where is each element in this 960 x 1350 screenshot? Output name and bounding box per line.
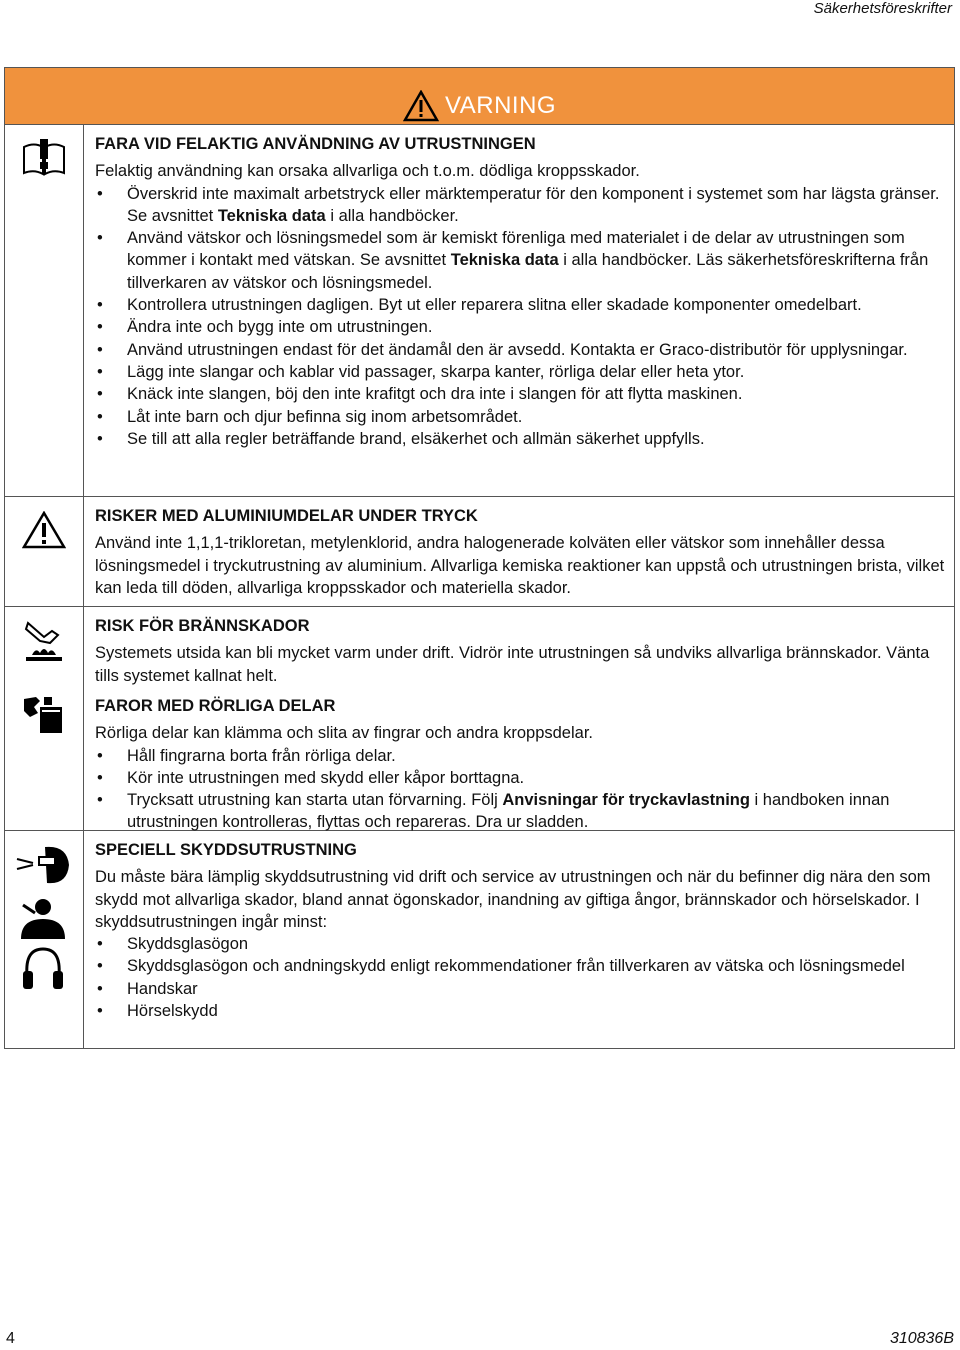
bullet-text: Skyddsglasögon och andningskydd enligt rekommendationer från tillverkaren av vätska och lösningsmedel bbox=[127, 957, 905, 976]
section-misuse bbox=[5, 125, 954, 497]
bullet-bold: Anvisningar för tryckavlastning bbox=[502, 791, 750, 810]
icon-cell bbox=[5, 497, 84, 606]
list-item bbox=[95, 227, 946, 294]
document-id: 310836B bbox=[889, 1330, 954, 1347]
list-item bbox=[95, 294, 946, 316]
bullet-text: Handskar bbox=[127, 979, 198, 998]
list-item bbox=[95, 789, 946, 834]
section-intro: Systemets utsida kan bli mycket varm under drift. Vidrör inte utrustningen så undviks allvarliga brännskador. Vänta tills systemet kallnat helt. bbox=[95, 644, 930, 685]
list-item bbox=[95, 316, 946, 338]
bullet-text: Kontrollera utrustningen dagligen. Byt ut eller reparera slitna eller skadade komponenter omedelbart. bbox=[127, 296, 862, 315]
section-title: FAROR MED RÖRLIGA DELAR bbox=[95, 697, 336, 715]
moving-parts-icon bbox=[22, 691, 66, 735]
bullet-list bbox=[95, 183, 946, 451]
section-title: RISKER MED ALUMINIUMDELAR UNDER TRYCK bbox=[95, 507, 478, 525]
section-title: FARA VID FELAKTIG ANVÄNDNING AV UTRUSTNINGEN bbox=[95, 135, 536, 153]
section-title: RISK FÖR BRÄNNSKADOR bbox=[95, 617, 310, 635]
bullet-text: i alla handböcker. bbox=[325, 206, 459, 225]
page-number: 4 bbox=[6, 1330, 15, 1347]
bullet-text: Låt inte barn och djur befinna sig inom arbetsområdet. bbox=[127, 407, 523, 426]
list-item bbox=[95, 361, 946, 383]
bullet-list bbox=[95, 745, 946, 834]
icon-cell bbox=[5, 125, 84, 496]
warning-triangle-icon bbox=[403, 90, 439, 122]
list-item bbox=[95, 767, 946, 789]
text-cell bbox=[84, 497, 954, 606]
text-cell bbox=[84, 607, 954, 687]
bullet-text: Trycksatt utrustning kan starta utan förvarning. Följ bbox=[127, 791, 503, 810]
list-item bbox=[95, 955, 946, 977]
goggles-icon bbox=[15, 843, 71, 887]
bullet-text: i handboken innan utrustningen kontrolleras, flyttas och repareras. Dra ur sladden. bbox=[127, 791, 890, 832]
bullet-text: Lägg inte slangar och kablar vid passager, skarpa kanter, rörliga delar eller heta ytor. bbox=[127, 362, 745, 381]
respirator-icon bbox=[17, 897, 67, 939]
icon-cell bbox=[5, 687, 84, 830]
list-item bbox=[95, 933, 946, 955]
warning-triangle-icon bbox=[22, 511, 66, 549]
ear-protection-icon bbox=[19, 947, 67, 991]
warning-title-text: VARNING bbox=[445, 92, 557, 119]
bullet-text: Håll fingrarna borta från rörliga delar. bbox=[127, 746, 396, 765]
section-moving-parts bbox=[5, 687, 954, 831]
text-cell bbox=[84, 831, 954, 1048]
icon-cell bbox=[5, 607, 84, 687]
section-burns bbox=[5, 607, 954, 687]
bullet-text: Hörselskydd bbox=[127, 1002, 218, 1021]
section-aluminium bbox=[5, 497, 954, 607]
list-item bbox=[95, 745, 946, 767]
bullet-list bbox=[95, 933, 946, 1022]
section-intro: Rörliga delar kan klämma och slita av fingrar och andra kroppsdelar. bbox=[95, 724, 593, 743]
list-item bbox=[95, 406, 946, 428]
bullet-text: Knäck inte slangen, böj den inte krafitgt och dra inte i slangen för att flytta maskinen. bbox=[127, 385, 743, 404]
section-title: SPECIELL SKYDDSUTRUSTNING bbox=[95, 841, 357, 859]
warning-title bbox=[403, 90, 556, 122]
bullet-text: Se till att alla regler beträffande brand, elsäkerhet och allmän säkerhet uppfylls. bbox=[127, 429, 705, 448]
section-intro: Du måste bära lämplig skyddsutrustning vid drift och service av utrustningen och när du befinner dig nära den som skydd mot allvarliga skador, bland annat ögonskador, inandning av giftiga ångor, brännskador och hörselskador. I skyddsutrustningen ingår minst: bbox=[95, 868, 931, 931]
bullet-text: Överskrid inte maximalt arbetstryck eller märktemperatur för den komponent i systemet som har lägsta gränser. Se avsnittet bbox=[127, 184, 940, 225]
warning-header bbox=[5, 68, 954, 125]
list-item bbox=[95, 183, 946, 228]
manual-warning-icon bbox=[22, 137, 66, 179]
warning-table bbox=[4, 67, 955, 1049]
list-item bbox=[95, 428, 946, 450]
bullet-text: Använd vätskor och lösningsmedel som är kemiskt förenliga med materialet i de delar av utrustningen som kommer i kontakt med vätskan. Se avsnittet bbox=[127, 229, 905, 270]
section-intro: Felaktig användning kan orsaka allvarliga och t.o.m. dödliga kroppsskador. bbox=[95, 162, 640, 181]
list-item bbox=[95, 1000, 946, 1022]
text-cell bbox=[84, 125, 954, 496]
bullet-text: Ändra inte och bygg inte om utrustningen. bbox=[127, 318, 433, 337]
bullet-bold: Tekniska data bbox=[217, 206, 326, 225]
hot-surface-icon bbox=[22, 619, 66, 663]
bullet-bold: Tekniska data bbox=[450, 251, 559, 270]
icon-cell bbox=[5, 831, 84, 1048]
bullet-text: Kör inte utrustningen med skydd eller kåpor borttagna. bbox=[127, 768, 525, 787]
section-intro: Använd inte 1,1,1-trikloretan, metylenklorid, andra halogenerade kolväten eller vätskor som innehåller dessa lösningsmedel i tryckutrustning av aluminium. Allvarliga kemiska reaktioner kan uppstå och utrustningen brista, vilket kan leda till döden, allvarliga kroppsskador och materiella skador. bbox=[95, 534, 945, 597]
bullet-text: i alla handböcker. Läs säkerhetsföreskrifterna från tillverkaren av vätskor och lösningsmedel. bbox=[127, 251, 929, 292]
bullet-text: Använd utrustningen endast för det ändamål den är avsedd. Kontakta er Graco-distributör för upplysningar. bbox=[127, 340, 908, 359]
list-item bbox=[95, 383, 946, 405]
running-header-title: Säkerhetsföreskrifter bbox=[813, 0, 952, 17]
list-item bbox=[95, 978, 946, 1000]
bullet-text: Skyddsglasögon bbox=[127, 935, 249, 954]
section-protective-equipment bbox=[5, 831, 954, 1048]
list-item bbox=[95, 339, 946, 361]
text-cell bbox=[84, 687, 954, 830]
